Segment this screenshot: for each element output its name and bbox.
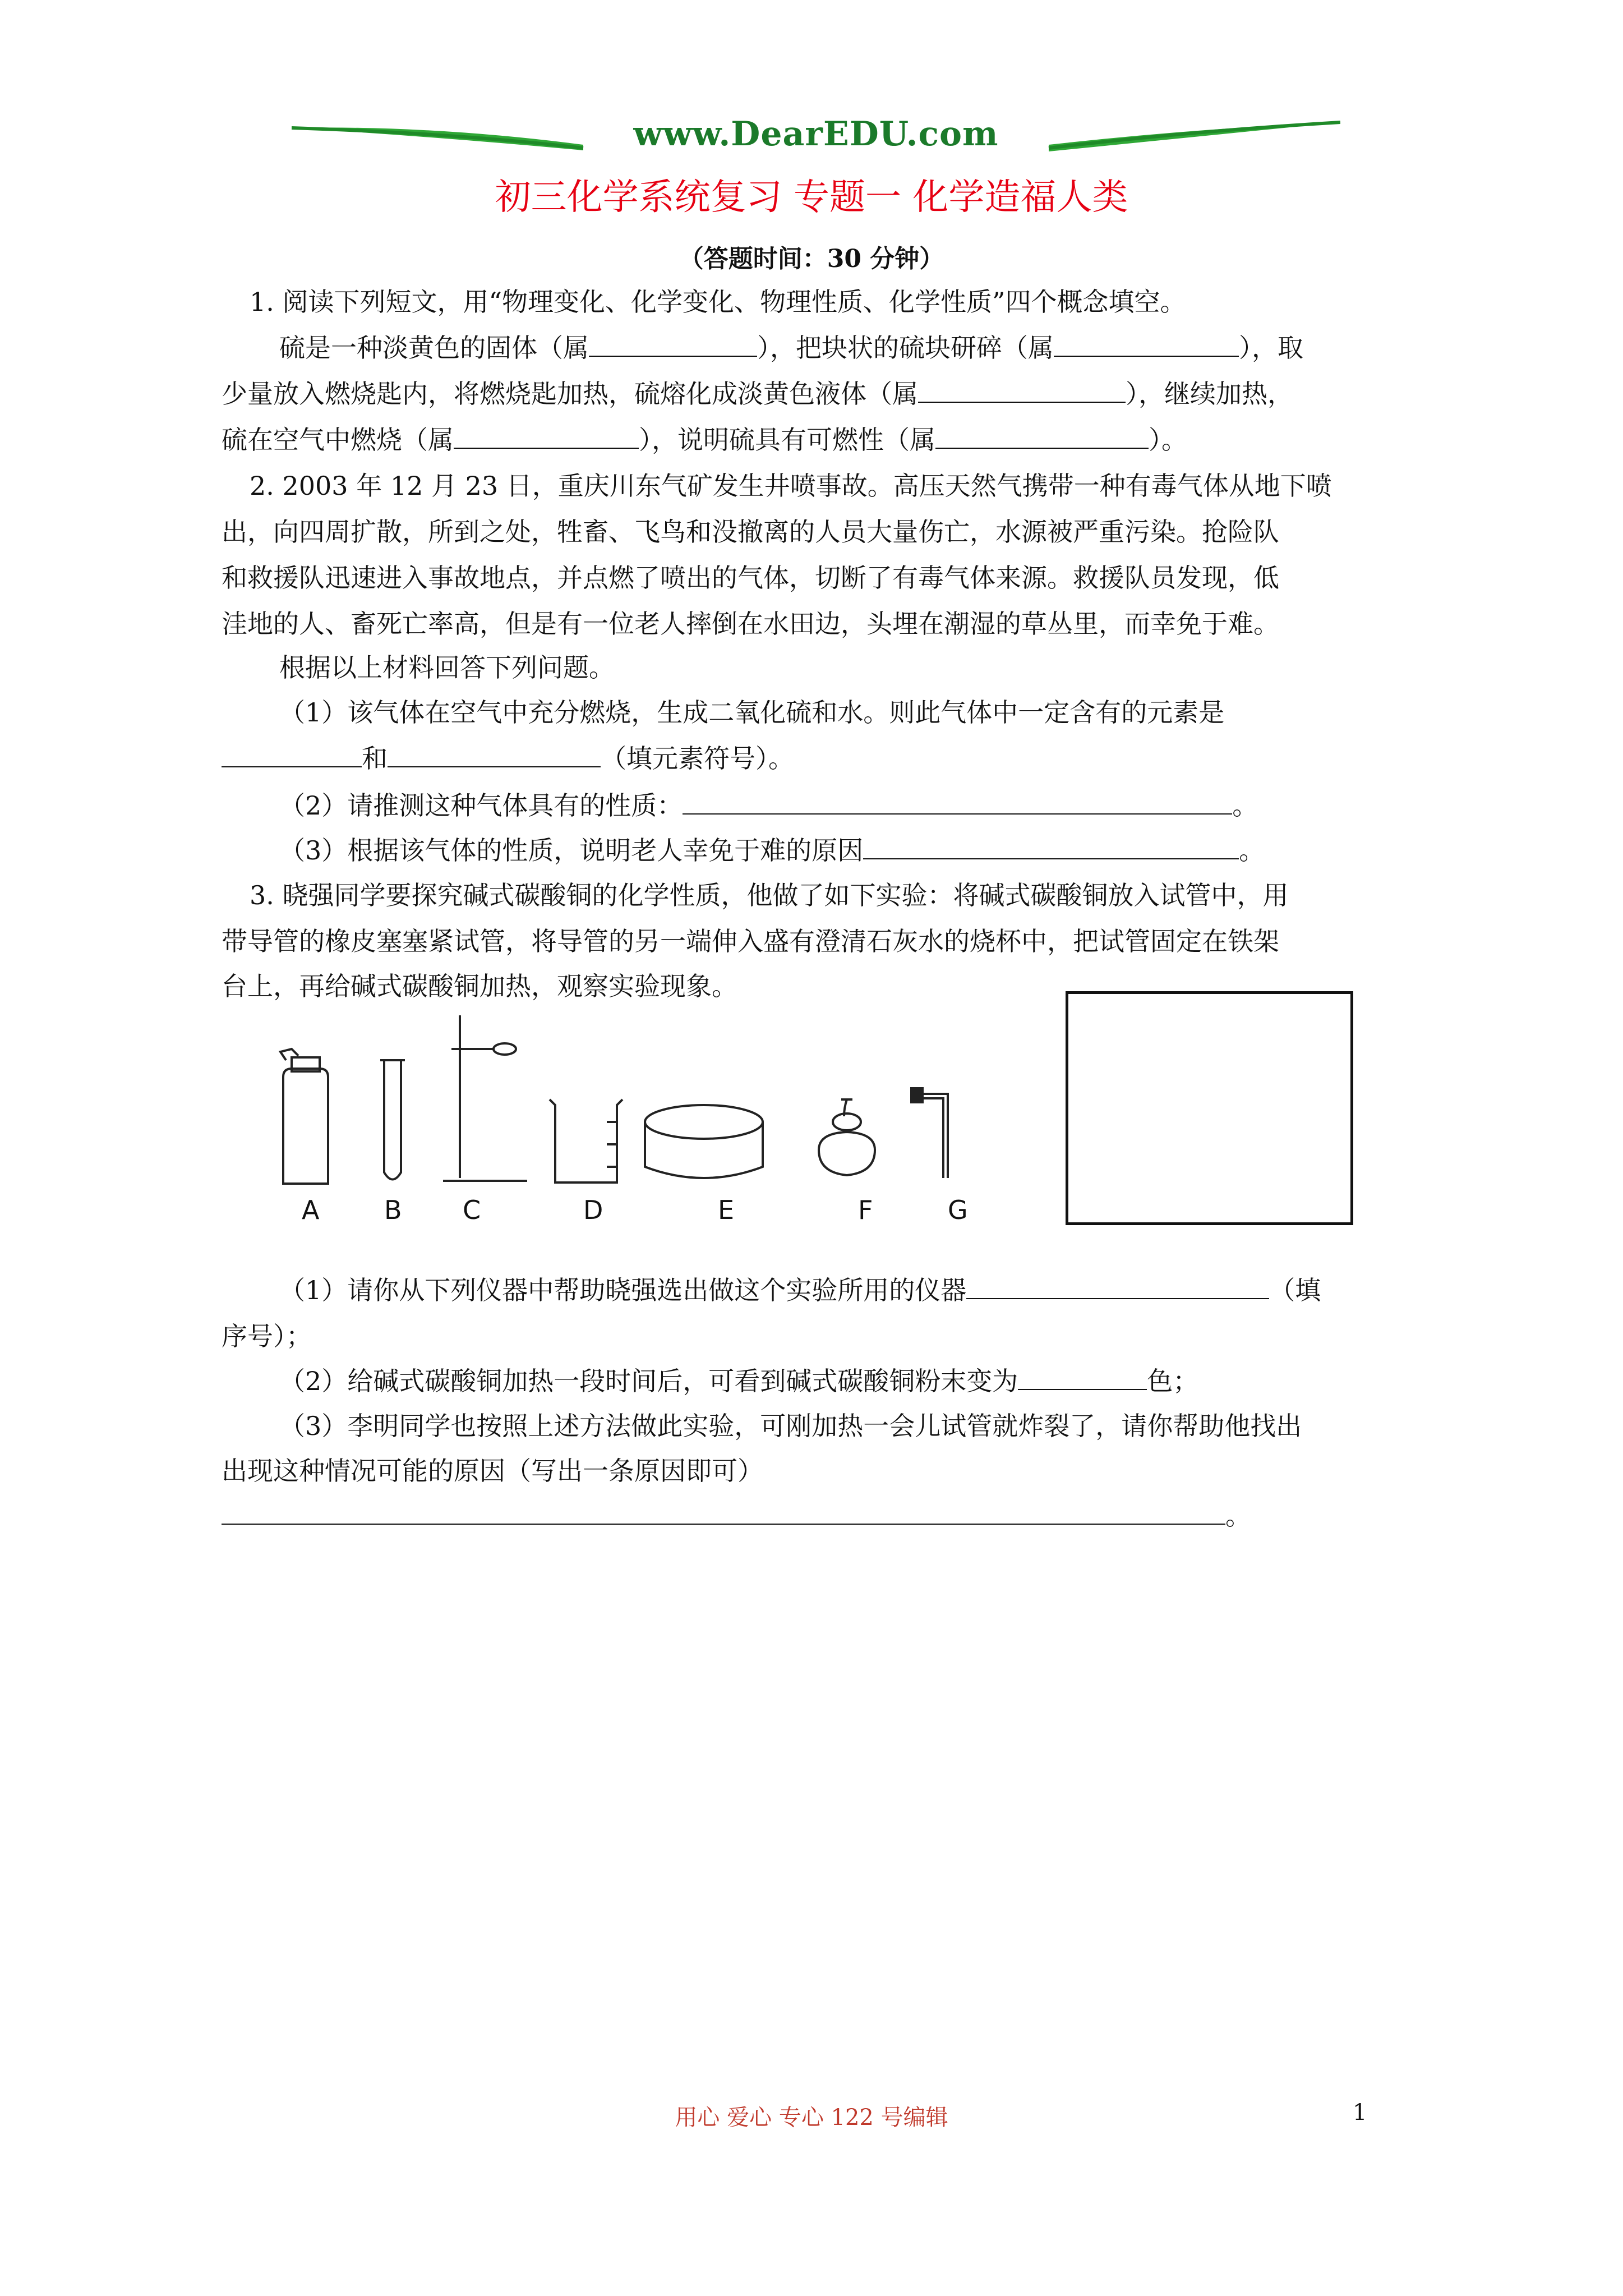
label-d: D: [583, 1195, 603, 1225]
q1-line-3: 少量放入燃烧匙内，将燃烧匙加热，硫熔化成淡黄色液体（属 ），继续加热，: [222, 377, 1293, 411]
q2-blank-2[interactable]: [388, 742, 601, 767]
label-e: E: [718, 1195, 735, 1225]
q3-sub-3-answer: 。: [222, 1499, 1251, 1533]
label-a: A: [302, 1195, 320, 1225]
iron-stand-icon: [443, 1015, 527, 1181]
q3-sub-1: （1）请你从下列仪器中帮助晓强选出做这个实验所用的仪器 （填: [279, 1273, 1321, 1307]
q3-blank-3[interactable]: [222, 1499, 1225, 1525]
q2-blank-4[interactable]: [863, 834, 1239, 859]
q2-sub-1-cont: 和 （填元素符号）。: [222, 742, 794, 775]
q1-blank-2[interactable]: [1054, 331, 1239, 357]
q3-blank-1[interactable]: [966, 1273, 1269, 1299]
delivery-tube-icon: [911, 1088, 948, 1178]
q2-sub-3: （3）根据该气体的性质，说明老人幸免于难的原因 。: [279, 834, 1265, 867]
site-url: www.DearEDU.com: [633, 114, 999, 154]
q1-blank-3[interactable]: [918, 377, 1126, 403]
q2-line-1: 2. 2003 年 12 月 23 日，重庆川东气矿发生井喷事故。高压天然气携带一种有毒气体从地下喷: [250, 471, 1332, 501]
q3-sub-1-cont: 序号）；: [222, 1321, 312, 1351]
q1-line-4: 硫在空气中燃烧（属 ），说明硫具有可燃性（属 ）。: [222, 423, 1187, 457]
q1-line-2: 硫是一种淡黄色的固体（属 ），把块状的硫块研碎（属 ），取: [279, 331, 1303, 365]
q3-blank-2[interactable]: [1018, 1364, 1147, 1390]
page-number: 1: [1353, 2100, 1367, 2125]
lab-apparatus-icon: [258, 1004, 987, 1195]
q3-sub-3: （3）李明同学也按照上述方法做此实验，可刚加热一会儿试管就炸裂了，请你帮助他找出: [279, 1411, 1302, 1441]
site-banner: [292, 111, 1340, 162]
q2-line-4: 洼地的人、畜死亡率高，但是有一位老人摔倒在水田边，头埋在潮湿的草丛里，而幸免于难。: [222, 609, 1279, 639]
label-b: B: [384, 1195, 402, 1225]
q1-blank-4[interactable]: [454, 423, 639, 449]
q2-line-2: 出，向四周扩散，所到之处，牲畜、飞鸟和没撤离的人员大量伤亡，水源被严重污染。抢险队: [222, 517, 1279, 547]
label-g: G: [948, 1195, 968, 1225]
q1-line-1: 1. 阅读下列短文，用“物理变化、化学变化、物理性质、化学性质”四个概念填空。: [250, 287, 1186, 317]
q2-sub-2: （2）请推测这种气体具有的性质： 。: [279, 789, 1258, 822]
test-tube-icon: [380, 1060, 405, 1180]
q2-line-5: 根据以上材料回答下列问题。: [279, 652, 615, 683]
time-note: （答题时间：30 分钟）: [679, 245, 944, 273]
q3-line-2: 带导管的橡皮塞塞紧试管，将导管的另一端伸入盛有澄清石灰水的烧杯中，把试管固定在铁架: [222, 926, 1279, 956]
label-f: F: [858, 1195, 873, 1225]
beaker-icon: [550, 1099, 623, 1182]
q2-blank-1[interactable]: [222, 742, 362, 767]
apparatus-figure: [258, 1004, 987, 1228]
footer-text: 用心 爱心 专心 122 号编辑: [675, 2105, 948, 2131]
q1-blank-5[interactable]: [935, 423, 1149, 449]
q2-blank-3[interactable]: [683, 789, 1232, 815]
q3-sub-2: （2）给碱式碳酸铜加热一段时间后，可看到碱式碳酸铜粉末变为 色；: [279, 1364, 1198, 1398]
q3-line-1: 3. 晓强同学要探究碱式碳酸铜的化学性质，他做了如下实验：将碱式碳酸铜放入试管中，用: [250, 880, 1289, 910]
q1-blank-1[interactable]: [589, 331, 757, 357]
q3-line-3: 台上，再给碱式碳酸铜加热，观察实验现象。: [222, 971, 737, 1001]
gas-bottle-icon: [280, 1049, 328, 1184]
water-trough-icon: [645, 1105, 763, 1178]
drawing-answer-box[interactable]: [1066, 991, 1353, 1225]
q2-sub-1: （1）该气体在空气中充分燃烧，生成二氧化硫和水。则此气体中一定含有的元素是: [279, 697, 1225, 728]
q3-sub-3-cont: 出现这种情况可能的原因（写出一条原因即可）: [222, 1456, 763, 1486]
page-title: 初三化学系统复习 专题一 化学造福人类: [495, 177, 1128, 218]
q2-line-3: 和救援队迅速进入事故地点，并点燃了喷出的气体，切断了有毒气体来源。救援队员发现，低: [222, 563, 1279, 593]
alcohol-lamp-icon: [819, 1099, 875, 1175]
label-c: C: [463, 1195, 481, 1225]
